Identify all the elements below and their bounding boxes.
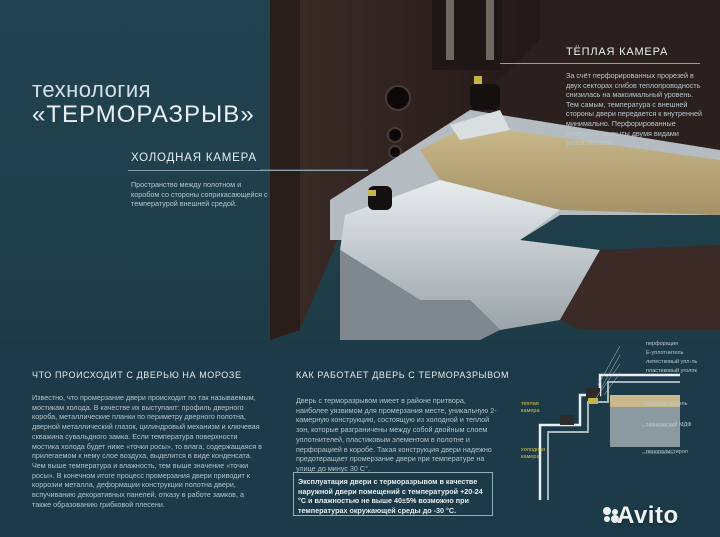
diagram-label: лепестковый упл-ль xyxy=(646,359,698,365)
thermal-break-heading: КАК РАБОТАЕТ ДВЕРЬ С ТЕРМОРАЗРЫВОМ xyxy=(296,370,510,380)
warm-chamber-divider xyxy=(500,63,700,64)
cylinder-hole xyxy=(386,86,410,110)
usage-box: Эксплуатация двери с терморазрывом в качестве наружной двери помещений с температурой +20-24 °С и влажностью не выше 40±5% возможно при температурах окружающей среды до -30 °С. xyxy=(293,472,493,516)
thermal-break-text: Дверь с терморазрывом имеет в районе притвора, наиболее уязвимом для промерзания месте, уникальную 2-камерную конструкцию, состоящую из холодной и теплой зон, которые разграничены между собой двойным слоем уплотнителей, пластиковым элементом в полотне и перфорацией в коробе. Такая конструкция двери надежно предотвращает промерзание двери при температуре на улице до минус 30 С°. xyxy=(296,396,497,473)
avito-watermark: Avito xyxy=(617,502,679,529)
cold-chamber-text: Пространство между полотном и коробом со стороны соприкасающейся с температурой внешней средой. xyxy=(131,180,268,209)
cold-chamber-title: ХОЛОДНАЯ КАМЕРА xyxy=(131,152,257,164)
warm-chamber-text: За счёт перфорированных прорезей в двух секторах сгибов теплопроводность снизилась на максимальный уровень. Тем самым, температура с внешней стороны двери передается к внутренней минимально. Перфорированные отверстия закрыты двумя видами уплотнителей. xyxy=(566,71,702,148)
cold-zone-label: холодная камера xyxy=(521,447,546,460)
frost-text: Известно, что промерзание двери происходит по так называемым, мостикам холода. В качестве их выступают: профиль дверного короба, металлические планки по периметру дверного полотна, дверной металлический глазок, цилиндровый механизм и ключевая скважина сувальдного замка. Если температура поверхности мостика холода будет ниже «точки росы», то влага, содержащаяся в прилегаемом к нему слое воздуха, выделится в виде конденсата. Чем выше температура и влажность, тем выше значение «точки росы». В конечном итоге процесс промерзания двери приводит к коррозии металла, деформации конструкции полотна двери, вспучиванию декоративных панелей, отказу в работе замков, а также образованию грибковой плесени. xyxy=(32,393,262,509)
page-title-bold: «ТЕРМОРАЗРЫВ» xyxy=(32,101,255,128)
diagram-label: пенополистирол xyxy=(646,449,688,455)
diagram-label: перфорация xyxy=(646,341,678,347)
frost-heading: ЧТО ПРОИСХОДИТ С ДВЕРЬЮ НА МОРОЗЕ xyxy=(32,370,242,380)
warm-zone-label: теплая камера xyxy=(521,401,540,414)
diagram-label: пластиковый уголок xyxy=(646,368,697,374)
page-title-light: технология xyxy=(32,77,152,102)
seal-warm xyxy=(470,84,500,110)
diagram-label: Е-уплотнитель xyxy=(646,350,684,356)
seal-cold xyxy=(368,186,392,210)
diagram-label: технический МДФ xyxy=(646,422,692,428)
diagram-label: внутрен. панель xyxy=(646,401,688,407)
warm-chamber-title: ТЁПЛАЯ КАМЕРА xyxy=(566,46,669,58)
cold-chamber-divider xyxy=(128,170,368,171)
